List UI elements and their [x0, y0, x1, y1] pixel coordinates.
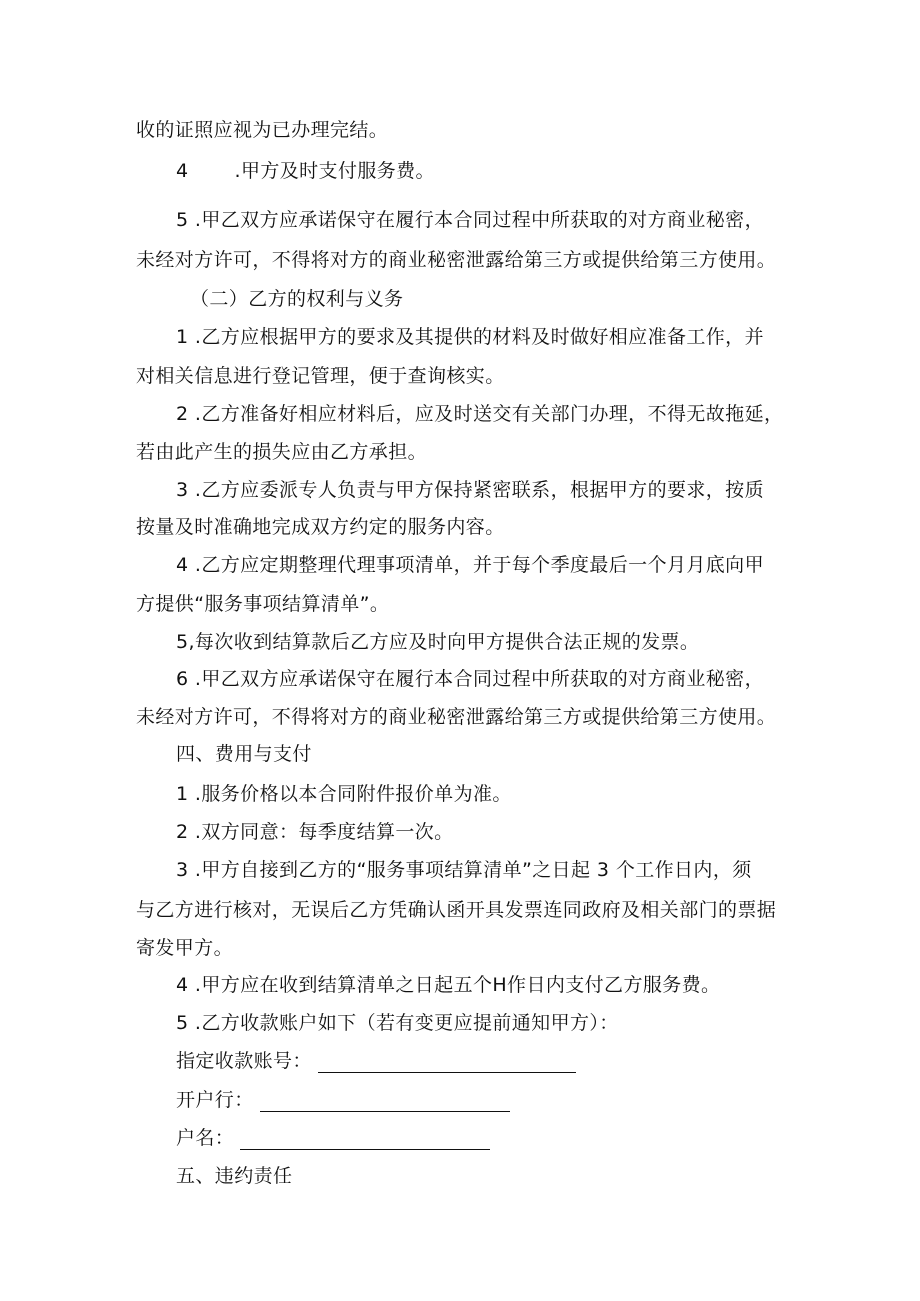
text-line: 2 .乙方准备好相应材料后，应及时送交有关部门办理，不得无故拖延， [176, 403, 784, 425]
section-heading: 四、费用与支付 [176, 743, 312, 765]
text-line: 6 .甲乙双方应承诺保守在履行本合同过程中所获取的对方商业秘密， [176, 668, 764, 690]
text-line: 2 .双方同意：每季度结算一次。 [176, 821, 454, 843]
clause-text: .甲方及时支付服务费。 [234, 160, 435, 182]
text-line: 3 .甲方自接到乙方的“服务事项结算清单”之日起 3 个工作日内，须 [176, 859, 752, 881]
text-line: 收的证照应视为已办理完结。 [136, 119, 389, 141]
account-number-label: 指定收款账号： [176, 1050, 312, 1072]
text-line: 方提供“服务事项结算清单”。 [136, 593, 390, 615]
text-line: 未经对方许可，不得将对方的商业秘密泄露给第三方或提供给第三方使用。 [136, 706, 777, 728]
text-line: 5 .乙方收款账户如下（若有变更应提前通知甲方）： [176, 1012, 619, 1034]
text-line: 4 .甲方应在收到结算清单之日起五个H作日内支付乙方服务费。 [176, 974, 721, 996]
account-number-field [176, 1049, 576, 1073]
text-line: 4 .乙方应定期整理代理事项清单，并于每个季度最后一个月月底向甲 [176, 554, 764, 576]
section-heading: （二）乙方的权利与义务 [190, 288, 404, 310]
bank-blank [260, 1091, 510, 1112]
clause-number: 4 [176, 160, 189, 182]
account-number-blank [318, 1052, 576, 1073]
text-line: 5,每次收到结算款后乙方应及时向甲方提供合法正规的发票。 [176, 631, 700, 653]
text-line: 3 .乙方应委派专人负责与甲方保持紧密联系，根据甲方的要求，按质 [176, 479, 764, 501]
text-line: 未经对方许可，不得将对方的商业秘密泄露给第三方或提供给第三方使用。 [136, 249, 777, 271]
account-name-field [176, 1126, 490, 1150]
account-name-blank [240, 1129, 490, 1150]
text-line: 寄发甲方。 [136, 937, 234, 959]
text-line: 对相关信息进行登记管理，便于查询核实。 [136, 365, 505, 387]
text-line: 按量及时准确地完成双方约定的服务内容。 [136, 516, 505, 538]
text-line: 1 .乙方应根据甲方的要求及其提供的材料及时做好相应准备工作，并 [176, 326, 764, 348]
bank-label: 开户行： [176, 1089, 254, 1111]
text-line: 1 .服务价格以本合同附件报价单为准。 [176, 783, 512, 805]
text-line: 与乙方进行核对，无误后乙方凭确认函开具发票连同政府及相关部门的票据 [136, 899, 777, 921]
account-name-label: 户名： [176, 1127, 235, 1149]
section-heading: 五、违约责任 [176, 1165, 293, 1187]
clause-line [176, 159, 435, 183]
bank-field [176, 1088, 510, 1112]
text-line: 若由此产生的损失应由乙方承担。 [136, 441, 428, 463]
text-line: 5 .甲乙双方应承诺保守在履行本合同过程中所获取的对方商业秘密， [176, 209, 764, 231]
